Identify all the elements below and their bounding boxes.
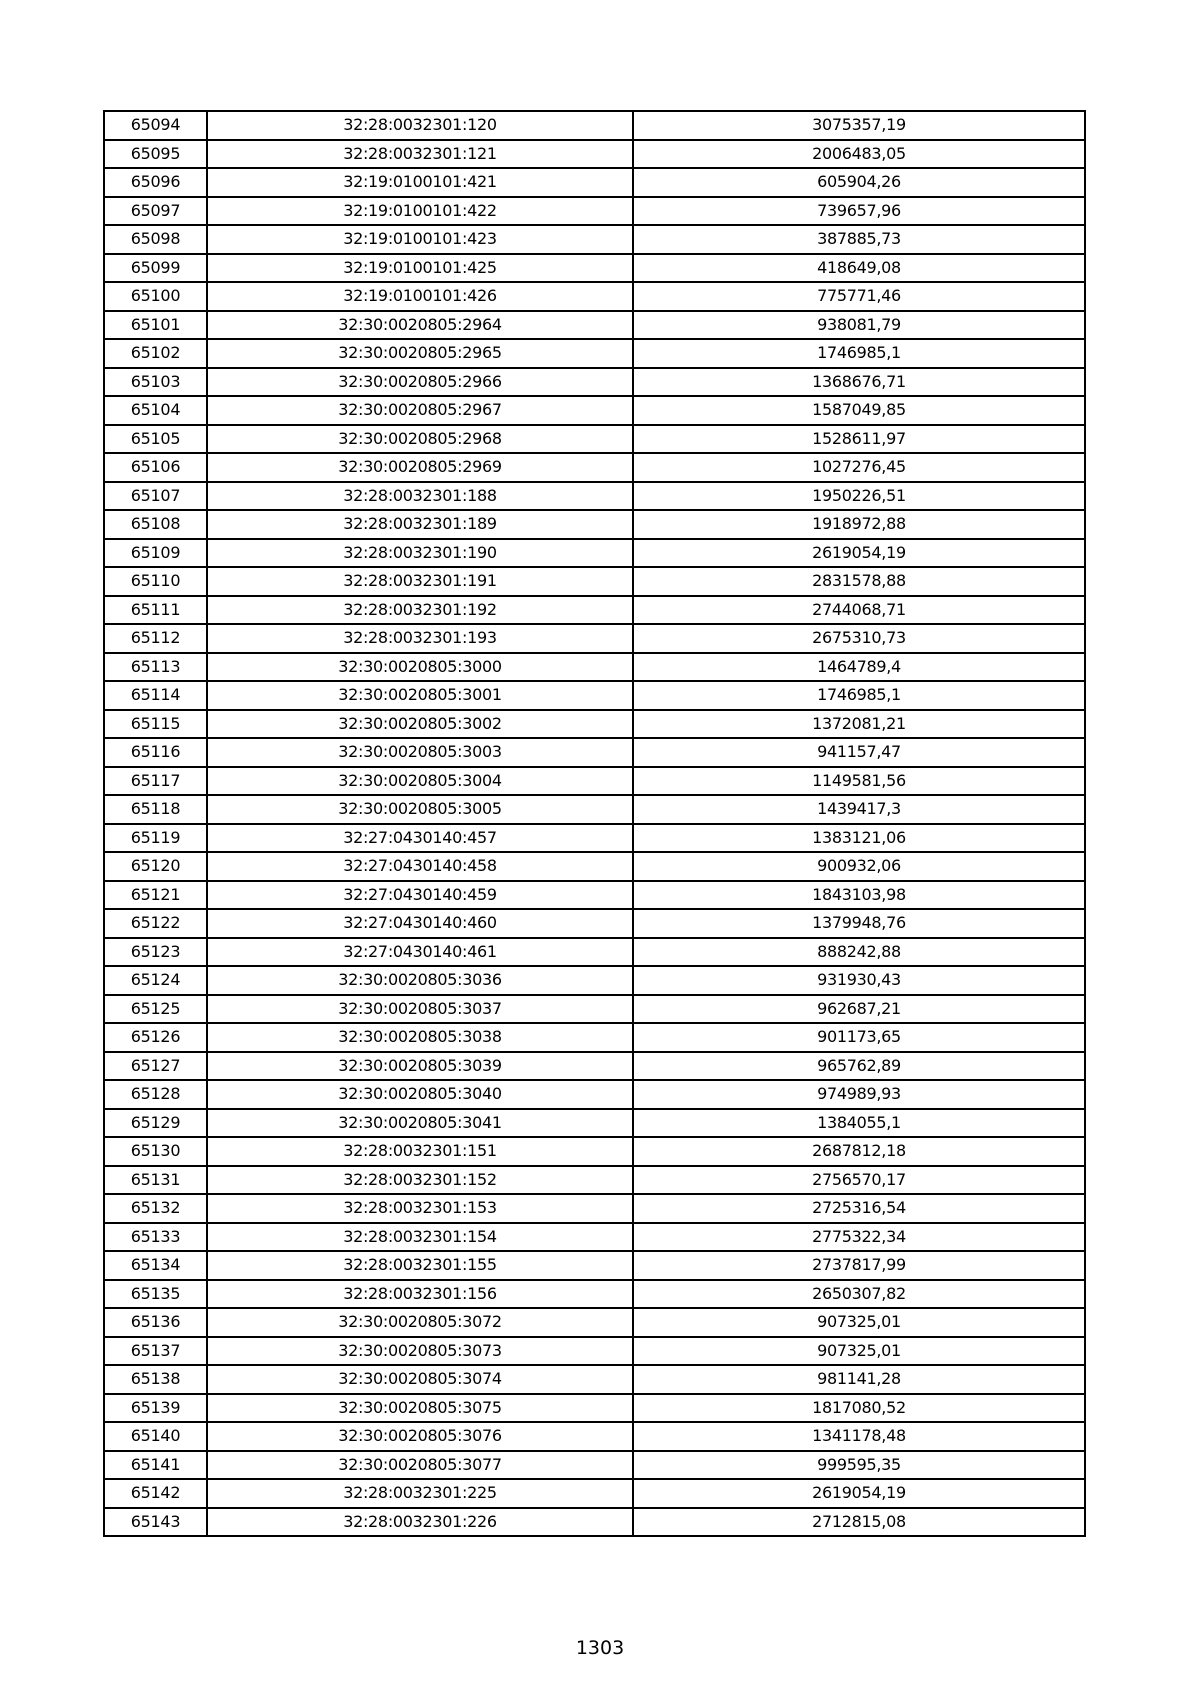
cell-number: 65100 [104, 282, 207, 311]
cell-cadastral-number: 32:28:0032301:152 [207, 1166, 633, 1195]
cell-number: 65101 [104, 311, 207, 340]
cell-cadastral-value: 1384055,1 [633, 1109, 1085, 1138]
cell-number: 65138 [104, 1365, 207, 1394]
cell-number: 65107 [104, 482, 207, 511]
cell-cadastral-value: 1368676,71 [633, 368, 1085, 397]
cell-cadastral-value: 1817080,52 [633, 1394, 1085, 1423]
cell-cadastral-number: 32:30:0020805:3073 [207, 1337, 633, 1366]
cell-number: 65121 [104, 881, 207, 910]
cell-number: 65118 [104, 795, 207, 824]
cell-cadastral-value: 2675310,73 [633, 624, 1085, 653]
cell-number: 65119 [104, 824, 207, 853]
table-row [104, 282, 1085, 311]
cell-cadastral-number: 32:30:0020805:2969 [207, 453, 633, 482]
table-row [104, 1080, 1085, 1109]
cell-cadastral-number: 32:28:0032301:154 [207, 1223, 633, 1252]
cell-cadastral-number: 32:19:0100101:426 [207, 282, 633, 311]
cell-cadastral-number: 32:28:0032301:191 [207, 567, 633, 596]
table-row [104, 824, 1085, 853]
cell-cadastral-value: 1587049,85 [633, 396, 1085, 425]
cell-cadastral-number: 32:28:0032301:193 [207, 624, 633, 653]
cell-cadastral-value: 2756570,17 [633, 1166, 1085, 1195]
table-row [104, 938, 1085, 967]
cell-cadastral-number: 32:28:0032301:190 [207, 539, 633, 568]
cell-cadastral-value: 907325,01 [633, 1337, 1085, 1366]
cell-cadastral-value: 981141,28 [633, 1365, 1085, 1394]
table-row [104, 1166, 1085, 1195]
cell-number: 65143 [104, 1508, 207, 1537]
table-row [104, 1137, 1085, 1166]
table-row [104, 396, 1085, 425]
table-row [104, 168, 1085, 197]
cell-number: 65110 [104, 567, 207, 596]
cell-cadastral-number: 32:28:0032301:153 [207, 1194, 633, 1223]
cell-number: 65131 [104, 1166, 207, 1195]
table-row [104, 567, 1085, 596]
table-row [104, 881, 1085, 910]
table-row [104, 453, 1085, 482]
cell-number: 65112 [104, 624, 207, 653]
table-row [104, 197, 1085, 226]
cell-number: 65128 [104, 1080, 207, 1109]
cell-cadastral-value: 1950226,51 [633, 482, 1085, 511]
table-row [104, 1194, 1085, 1223]
cell-number: 65115 [104, 710, 207, 739]
cell-cadastral-number: 32:30:0020805:3076 [207, 1422, 633, 1451]
cell-number: 65103 [104, 368, 207, 397]
table-row [104, 1479, 1085, 1508]
table-row [104, 995, 1085, 1024]
cell-number: 65116 [104, 738, 207, 767]
cell-cadastral-number: 32:30:0020805:2966 [207, 368, 633, 397]
table-row [104, 738, 1085, 767]
table-row [104, 510, 1085, 539]
table-row [104, 966, 1085, 995]
cell-cadastral-number: 32:30:0020805:3041 [207, 1109, 633, 1138]
table-row [104, 1308, 1085, 1337]
table-row [104, 681, 1085, 710]
cell-cadastral-number: 32:30:0020805:2967 [207, 396, 633, 425]
table-row [104, 225, 1085, 254]
cell-number: 65133 [104, 1223, 207, 1252]
table-row [104, 140, 1085, 169]
cell-number: 65111 [104, 596, 207, 625]
cell-number: 65125 [104, 995, 207, 1024]
cell-cadastral-number: 32:28:0032301:155 [207, 1251, 633, 1280]
cell-number: 65123 [104, 938, 207, 967]
cell-cadastral-value: 2737817,99 [633, 1251, 1085, 1280]
cell-cadastral-value: 387885,73 [633, 225, 1085, 254]
cell-cadastral-number: 32:30:0020805:2968 [207, 425, 633, 454]
table-row [104, 1451, 1085, 1480]
table-row [104, 909, 1085, 938]
cell-cadastral-value: 907325,01 [633, 1308, 1085, 1337]
cell-cadastral-value: 974989,93 [633, 1080, 1085, 1109]
table-row [104, 1023, 1085, 1052]
cell-cadastral-number: 32:30:0020805:3002 [207, 710, 633, 739]
table-row [104, 1422, 1085, 1451]
cell-cadastral-value: 739657,96 [633, 197, 1085, 226]
cell-number: 65134 [104, 1251, 207, 1280]
page-number: 1303 [575, 1637, 625, 1659]
cell-number: 65096 [104, 168, 207, 197]
table-row [104, 111, 1085, 140]
cell-cadastral-value: 1439417,3 [633, 795, 1085, 824]
cell-number: 65104 [104, 396, 207, 425]
cell-cadastral-value: 605904,26 [633, 168, 1085, 197]
cell-cadastral-value: 3075357,19 [633, 111, 1085, 140]
cell-cadastral-number: 32:28:0032301:120 [207, 111, 633, 140]
table-row [104, 1109, 1085, 1138]
cell-cadastral-value: 1843103,98 [633, 881, 1085, 910]
table-row [104, 1394, 1085, 1423]
table-row [104, 425, 1085, 454]
cell-cadastral-value: 1528611,97 [633, 425, 1085, 454]
table-row [104, 624, 1085, 653]
cell-cadastral-value: 2650307,82 [633, 1280, 1085, 1309]
cell-number: 65141 [104, 1451, 207, 1480]
cell-number: 65126 [104, 1023, 207, 1052]
cell-cadastral-number: 32:19:0100101:422 [207, 197, 633, 226]
cell-cadastral-number: 32:30:0020805:3039 [207, 1052, 633, 1081]
cell-cadastral-number: 32:28:0032301:226 [207, 1508, 633, 1537]
cell-number: 65140 [104, 1422, 207, 1451]
table-row [104, 653, 1085, 682]
cell-cadastral-number: 32:28:0032301:151 [207, 1137, 633, 1166]
cell-cadastral-value: 2725316,54 [633, 1194, 1085, 1223]
cell-number: 65108 [104, 510, 207, 539]
cell-cadastral-value: 2744068,71 [633, 596, 1085, 625]
table-row [104, 339, 1085, 368]
cell-cadastral-value: 888242,88 [633, 938, 1085, 967]
cell-cadastral-number: 32:28:0032301:192 [207, 596, 633, 625]
table-row [104, 1052, 1085, 1081]
cell-number: 65132 [104, 1194, 207, 1223]
cell-cadastral-value: 1918972,88 [633, 510, 1085, 539]
cell-cadastral-value: 965762,89 [633, 1052, 1085, 1081]
cell-cadastral-value: 2712815,08 [633, 1508, 1085, 1537]
cell-cadastral-value: 1746985,1 [633, 681, 1085, 710]
cell-cadastral-value: 2687812,18 [633, 1137, 1085, 1166]
cell-cadastral-value: 2831578,88 [633, 567, 1085, 596]
cell-cadastral-number: 32:27:0430140:458 [207, 852, 633, 881]
cell-cadastral-number: 32:30:0020805:3038 [207, 1023, 633, 1052]
cell-cadastral-number: 32:27:0430140:457 [207, 824, 633, 853]
table-row [104, 1365, 1085, 1394]
cell-number: 65113 [104, 653, 207, 682]
cell-number: 65094 [104, 111, 207, 140]
cell-cadastral-value: 941157,47 [633, 738, 1085, 767]
cell-cadastral-number: 32:28:0032301:121 [207, 140, 633, 169]
cell-cadastral-number: 32:30:0020805:2965 [207, 339, 633, 368]
cell-cadastral-number: 32:30:0020805:3040 [207, 1080, 633, 1109]
cell-number: 65105 [104, 425, 207, 454]
cell-number: 65122 [104, 909, 207, 938]
cell-cadastral-value: 1383121,06 [633, 824, 1085, 853]
cell-number: 65124 [104, 966, 207, 995]
cell-cadastral-number: 32:28:0032301:156 [207, 1280, 633, 1309]
cell-number: 65142 [104, 1479, 207, 1508]
cell-cadastral-value: 938081,79 [633, 311, 1085, 340]
cell-cadastral-value: 1341178,48 [633, 1422, 1085, 1451]
cell-cadastral-value: 900932,06 [633, 852, 1085, 881]
table-row [104, 1337, 1085, 1366]
cell-cadastral-number: 32:19:0100101:423 [207, 225, 633, 254]
cell-cadastral-number: 32:30:0020805:3037 [207, 995, 633, 1024]
cell-number: 65129 [104, 1109, 207, 1138]
cell-number: 65139 [104, 1394, 207, 1423]
cell-number: 65137 [104, 1337, 207, 1366]
cell-cadastral-number: 32:30:0020805:3001 [207, 681, 633, 710]
cell-cadastral-value: 2775322,34 [633, 1223, 1085, 1252]
cell-cadastral-value: 1464789,4 [633, 653, 1085, 682]
table-row [104, 254, 1085, 283]
cell-cadastral-number: 32:30:0020805:3075 [207, 1394, 633, 1423]
cell-number: 65130 [104, 1137, 207, 1166]
cell-cadastral-value: 2006483,05 [633, 140, 1085, 169]
table-row [104, 311, 1085, 340]
cell-cadastral-number: 32:28:0032301:225 [207, 1479, 633, 1508]
cell-cadastral-number: 32:30:0020805:3072 [207, 1308, 633, 1337]
cell-cadastral-number: 32:28:0032301:189 [207, 510, 633, 539]
cell-cadastral-value: 962687,21 [633, 995, 1085, 1024]
cell-cadastral-number: 32:27:0430140:459 [207, 881, 633, 910]
cell-cadastral-value: 2619054,19 [633, 539, 1085, 568]
table-row [104, 1223, 1085, 1252]
cell-number: 65117 [104, 767, 207, 796]
cell-cadastral-number: 32:30:0020805:3004 [207, 767, 633, 796]
table-row [104, 482, 1085, 511]
cell-cadastral-value: 2619054,19 [633, 1479, 1085, 1508]
cell-cadastral-value: 775771,46 [633, 282, 1085, 311]
cell-number: 65135 [104, 1280, 207, 1309]
table-row [104, 1508, 1085, 1537]
table-row [104, 1251, 1085, 1280]
cell-number: 65097 [104, 197, 207, 226]
cell-cadastral-number: 32:30:0020805:3005 [207, 795, 633, 824]
cell-cadastral-number: 32:27:0430140:461 [207, 938, 633, 967]
table-row [104, 368, 1085, 397]
cell-number: 65114 [104, 681, 207, 710]
table-row [104, 1280, 1085, 1309]
table-row [104, 852, 1085, 881]
cell-cadastral-number: 32:30:0020805:3077 [207, 1451, 633, 1480]
cell-cadastral-value: 1746985,1 [633, 339, 1085, 368]
cell-cadastral-value: 1027276,45 [633, 453, 1085, 482]
cell-cadastral-value: 1379948,76 [633, 909, 1085, 938]
table-row [104, 767, 1085, 796]
cell-number: 65098 [104, 225, 207, 254]
cell-cadastral-number: 32:30:0020805:3074 [207, 1365, 633, 1394]
cell-cadastral-value: 1149581,56 [633, 767, 1085, 796]
cell-cadastral-number: 32:27:0430140:460 [207, 909, 633, 938]
cell-number: 65099 [104, 254, 207, 283]
table-row [104, 596, 1085, 625]
cell-number: 65127 [104, 1052, 207, 1081]
cell-cadastral-number: 32:19:0100101:425 [207, 254, 633, 283]
cadastral-value-table [103, 110, 1086, 1537]
cell-number: 65109 [104, 539, 207, 568]
cell-cadastral-number: 32:30:0020805:3003 [207, 738, 633, 767]
table-row [104, 539, 1085, 568]
cell-cadastral-number: 32:28:0032301:188 [207, 482, 633, 511]
table-row [104, 795, 1085, 824]
cell-number: 65106 [104, 453, 207, 482]
cell-cadastral-value: 931930,43 [633, 966, 1085, 995]
cell-cadastral-number: 32:30:0020805:2964 [207, 311, 633, 340]
cell-cadastral-number: 32:30:0020805:3036 [207, 966, 633, 995]
cell-cadastral-value: 999595,35 [633, 1451, 1085, 1480]
cell-number: 65136 [104, 1308, 207, 1337]
cell-cadastral-number: 32:19:0100101:421 [207, 168, 633, 197]
cell-number: 65095 [104, 140, 207, 169]
table-row [104, 710, 1085, 739]
cell-cadastral-value: 1372081,21 [633, 710, 1085, 739]
cell-number: 65120 [104, 852, 207, 881]
cell-cadastral-value: 901173,65 [633, 1023, 1085, 1052]
cell-cadastral-value: 418649,08 [633, 254, 1085, 283]
table-body [104, 111, 1085, 1536]
cell-cadastral-number: 32:30:0020805:3000 [207, 653, 633, 682]
cell-number: 65102 [104, 339, 207, 368]
